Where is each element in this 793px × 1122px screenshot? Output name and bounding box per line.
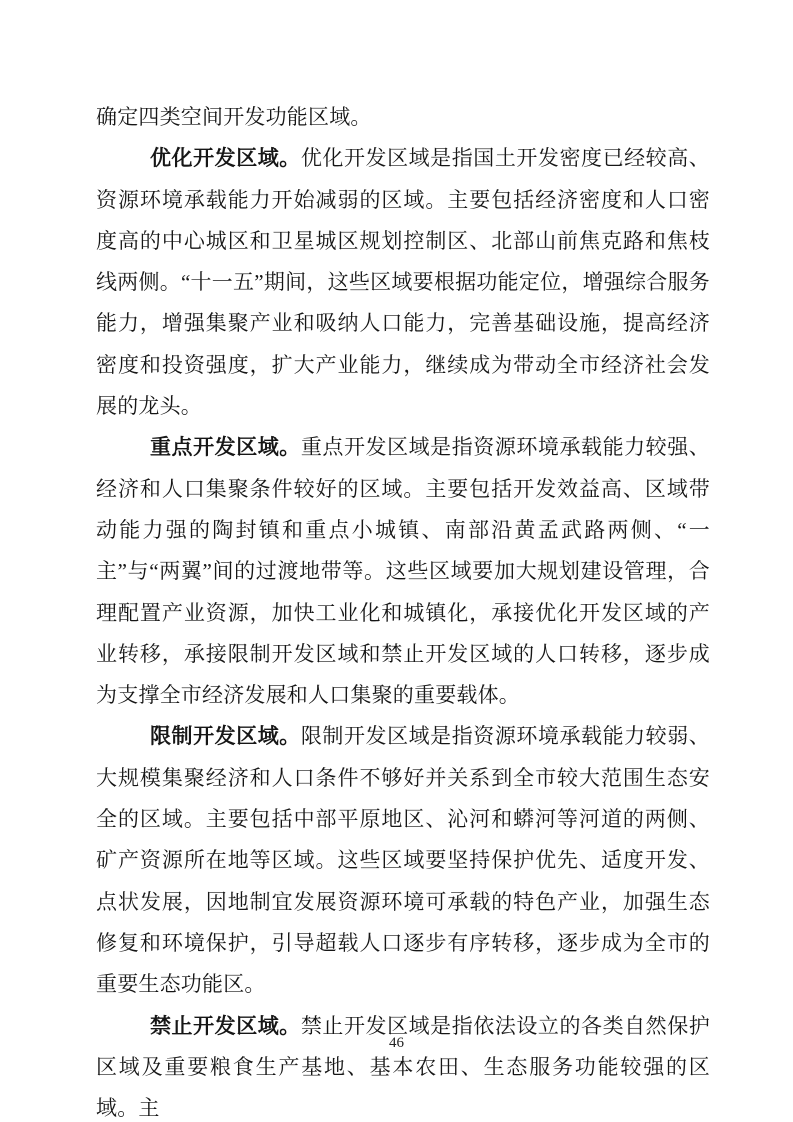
paragraph-restricted-zone xyxy=(96,716,710,1005)
paragraph-lead: 优化开发区域。 xyxy=(150,146,301,171)
paragraph-lead: 限制开发区域。 xyxy=(150,724,301,749)
paragraph-key-zone xyxy=(96,427,710,716)
paragraph-text: 限制开发区域是指资源环境承载能力较弱、大规模集聚经济和人口条件不够好并关系到全市较大范围生态安全的区域。主要包括中部平原地区、沁河和蟒河等河道的两侧、矿产资源所在地等区域。这些区域要坚持保护优先、适度开发、点状发展，因地制宜发展资源环境可承载的特色产业，加强生态修复和环境保护，引导超载人口逐步有序转移，逐步成为全市的重要生态功能区。 xyxy=(96,724,710,997)
paragraph-text: 重点开发区域是指资源环境承载能力较强、经济和人口集聚条件较好的区域。主要包括开发效益高、区域带动能力强的陶封镇和重点小城镇、南部沿黄孟武路两侧、“一主”与“两翼”间的过渡地带等。这些区域要加大规划建设管理，合理配置产业资源，加快工业化和城镇化，承接优化开发区域的产业转移，承接限制开发区域和禁止开发区域的人口转移，逐步成为支撑全市经济发展和人口集聚的重要载体。 xyxy=(96,435,710,708)
paragraph-text: 确定四类空间开发功能区域。 xyxy=(96,105,372,129)
document-body xyxy=(96,97,710,1122)
page-number: 46 xyxy=(389,1035,404,1051)
paragraph-prohibited-zone xyxy=(96,1006,710,1122)
paragraph-text: 优化开发区域是指国土开发密度已经较高、资源环境承载能力开始减弱的区域。主要包括经济密度和人口密度高的中心城区和卫星城区规划控制区、北部山前焦克路和焦枝线两侧。“十一五”期间，这些区域要根据功能定位，增强综合服务能力，增强集聚产业和吸纳人口能力，完善基础设施，提高经济密度和投资强度，扩大产业能力，继续成为带动全市经济社会发展的龙头。 xyxy=(96,146,710,419)
paragraph-continuation xyxy=(96,97,710,138)
paragraph-optimized-zone xyxy=(96,138,710,427)
paragraph-text: 禁止开发区域是指依法设立的各类自然保护区域及重要粮食生产基地、基本农田、生态服务功能较强的区域。主 xyxy=(96,1013,710,1121)
paragraph-lead: 禁止开发区域。 xyxy=(150,1013,301,1038)
paragraph-lead: 重点开发区域。 xyxy=(150,435,301,460)
page-footer xyxy=(0,1033,793,1053)
